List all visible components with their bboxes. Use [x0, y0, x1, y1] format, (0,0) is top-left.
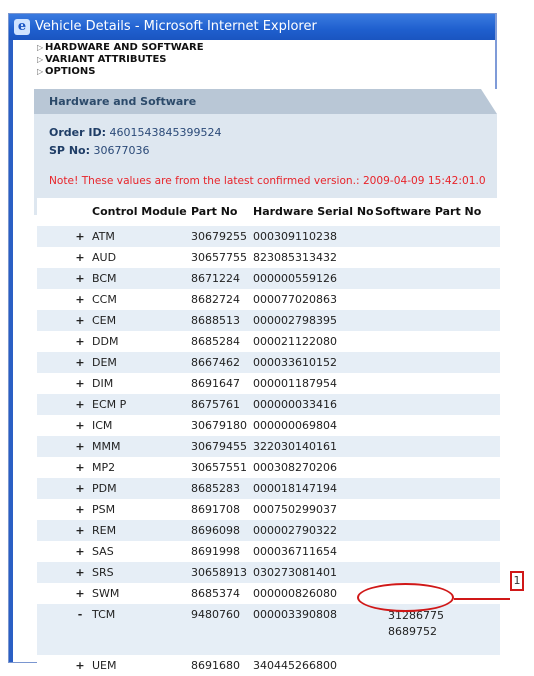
cell-hardware-serial: 000000033416	[253, 398, 337, 411]
cell-hardware-serial: 030273081401	[253, 566, 337, 579]
cell-control-module: REM	[92, 524, 117, 537]
table-row	[37, 478, 500, 499]
cell-part-no: 30679180	[191, 419, 247, 432]
cell-part-no: 9480760	[191, 608, 240, 621]
cell-control-module: DEM	[92, 356, 117, 369]
cell-hardware-serial: 000750299037	[253, 503, 337, 516]
cell-control-module: AUD	[92, 251, 117, 264]
expand-toggle[interactable]: +	[75, 545, 85, 558]
header-software-part: Software Part No	[375, 205, 482, 218]
sp-number: SP No: 30677036	[49, 144, 150, 157]
table-row	[37, 562, 500, 583]
callout-leader-line	[454, 598, 510, 600]
cell-part-no: 8691998	[191, 545, 240, 558]
cell-control-module: ECM P	[92, 398, 127, 411]
expand-toggle[interactable]: +	[75, 335, 85, 348]
menu-arrow-icon: ▷	[37, 43, 44, 52]
table-row	[37, 352, 500, 373]
header-part-no: Part No	[191, 205, 238, 218]
cell-hardware-serial: 000000069804	[253, 419, 337, 432]
cell-part-no: 8685284	[191, 335, 240, 348]
cell-control-module: ICM	[92, 419, 113, 432]
cell-software-part-2: 8689752	[388, 625, 437, 638]
cell-part-no: 8667462	[191, 356, 240, 369]
expand-toggle[interactable]: +	[75, 398, 85, 411]
expand-toggle[interactable]: +	[75, 272, 85, 285]
cell-hardware-serial: 000000559126	[253, 272, 337, 285]
table-row	[37, 247, 500, 268]
version-note: Note! These values are from the latest confirmed version.: 2009-04-09 15:42:01.0	[49, 175, 486, 187]
hardware-software-panel	[34, 89, 497, 215]
expand-toggle[interactable]: +	[75, 461, 85, 474]
cell-hardware-serial: 000308270206	[253, 461, 337, 474]
cell-part-no: 8685283	[191, 482, 240, 495]
order-id-value: 4601543845399524	[109, 126, 222, 139]
header-hardware-serial: Hardware Serial No	[253, 205, 374, 218]
cell-control-module: MMM	[92, 440, 121, 453]
cell-hardware-serial: 000000826080	[253, 587, 337, 600]
order-id: Order ID: 4601543845399524	[49, 126, 222, 139]
cell-part-no: 30679455	[191, 440, 247, 453]
cell-control-module: DIM	[92, 377, 114, 390]
table-row	[37, 415, 500, 436]
table-row	[37, 436, 500, 457]
cell-control-module: SRS	[92, 566, 114, 579]
browser-window	[8, 13, 497, 672]
menu-item-hardware-software[interactable]: ▷ HARDWARE AND SOFTWARE	[37, 42, 204, 53]
expand-toggle[interactable]: +	[75, 659, 85, 672]
cell-control-module: SWM	[92, 587, 120, 600]
expand-toggle[interactable]: +	[75, 587, 85, 600]
table-row	[37, 604, 500, 655]
expand-toggle[interactable]: +	[75, 503, 85, 516]
table-row	[37, 226, 500, 247]
cell-part-no: 8691647	[191, 377, 240, 390]
menu-item-options[interactable]: ▷ OPTIONS	[37, 66, 96, 77]
expand-toggle[interactable]: +	[75, 356, 85, 369]
table-header	[37, 198, 500, 226]
table-row	[37, 655, 500, 676]
table-row	[37, 457, 500, 478]
cell-hardware-serial: 000002790322	[253, 524, 337, 537]
cell-hardware-serial: 322030140161	[253, 440, 337, 453]
cell-control-module: TCM	[92, 608, 116, 621]
cell-software-part-1: 31286775	[388, 609, 444, 622]
table-row	[37, 394, 500, 415]
menu-arrow-icon: ▷	[37, 67, 44, 76]
cell-part-no: 8682724	[191, 293, 240, 306]
table-row	[37, 520, 500, 541]
expand-toggle[interactable]: +	[75, 482, 85, 495]
cell-hardware-serial: 000077020863	[253, 293, 337, 306]
cell-hardware-serial: 000036711654	[253, 545, 337, 558]
cell-part-no: 30657755	[191, 251, 247, 264]
cell-hardware-serial: 000002798395	[253, 314, 337, 327]
menu-item-variant-attributes[interactable]: ▷ VARIANT ATTRIBUTES	[37, 54, 167, 65]
cell-hardware-serial: 000018147194	[253, 482, 337, 495]
menu-arrow-icon: ▷	[37, 55, 44, 64]
table-row	[37, 310, 500, 331]
cell-part-no: 30657551	[191, 461, 247, 474]
table-row	[37, 373, 500, 394]
cell-hardware-serial: 000003390808	[253, 608, 337, 621]
expand-toggle[interactable]: +	[75, 230, 85, 243]
window-title: Vehicle Details - Microsoft Internet Explorer	[35, 19, 317, 34]
table-row	[37, 289, 500, 310]
cell-part-no: 30658913	[191, 566, 247, 579]
cell-control-module: DDM	[92, 335, 119, 348]
table-row	[37, 541, 500, 562]
cell-control-module: BCM	[92, 272, 117, 285]
expand-toggle[interactable]: +	[75, 293, 85, 306]
expand-toggle[interactable]: +	[75, 566, 85, 579]
expand-toggle[interactable]: +	[75, 524, 85, 537]
cell-part-no: 30679255	[191, 230, 247, 243]
panel-title: Hardware and Software	[49, 95, 197, 108]
cell-part-no: 8671224	[191, 272, 240, 285]
cell-hardware-serial: 823085313432	[253, 251, 337, 264]
expand-toggle[interactable]: +	[75, 440, 85, 453]
table-row	[37, 268, 500, 289]
cell-control-module: PSM	[92, 503, 116, 516]
cell-control-module: MP2	[92, 461, 116, 474]
cell-part-no: 8685374	[191, 587, 240, 600]
expand-toggle[interactable]: +	[75, 314, 85, 327]
cell-part-no: 8696098	[191, 524, 240, 537]
panel-header-notch	[481, 89, 497, 114]
internet-explorer-icon: e	[14, 19, 30, 35]
expand-toggle[interactable]: -	[77, 608, 83, 621]
cell-hardware-serial: 340445266800	[253, 659, 337, 672]
section-menu	[37, 42, 204, 78]
page-content	[9, 40, 495, 672]
sp-number-value: 30677036	[93, 144, 150, 157]
cell-control-module: UEM	[92, 659, 117, 672]
cell-hardware-serial: 000309110238	[253, 230, 337, 243]
cell-control-module: CEM	[92, 314, 117, 327]
table-row	[37, 331, 500, 352]
cell-control-module: CCM	[92, 293, 117, 306]
cell-part-no: 8691708	[191, 503, 240, 516]
expand-toggle[interactable]: +	[75, 251, 85, 264]
callout-number: 1	[510, 571, 524, 591]
cell-part-no: 8675761	[191, 398, 240, 411]
cell-hardware-serial: 000001187954	[253, 377, 337, 390]
cell-control-module: ATM	[92, 230, 115, 243]
header-control-module: Control Module	[92, 205, 187, 218]
callout-ellipse	[357, 583, 454, 612]
cell-hardware-serial: 000033610152	[253, 356, 337, 369]
table-row	[37, 499, 500, 520]
cell-part-no: 8691680	[191, 659, 240, 672]
cell-part-no: 8688513	[191, 314, 240, 327]
cell-hardware-serial: 000021122080	[253, 335, 337, 348]
panel-header	[34, 89, 497, 114]
cell-control-module: PDM	[92, 482, 117, 495]
expand-toggle[interactable]: +	[75, 377, 85, 390]
expand-toggle[interactable]: +	[75, 419, 85, 432]
title-bar[interactable]	[9, 14, 495, 40]
cell-control-module: SAS	[92, 545, 114, 558]
